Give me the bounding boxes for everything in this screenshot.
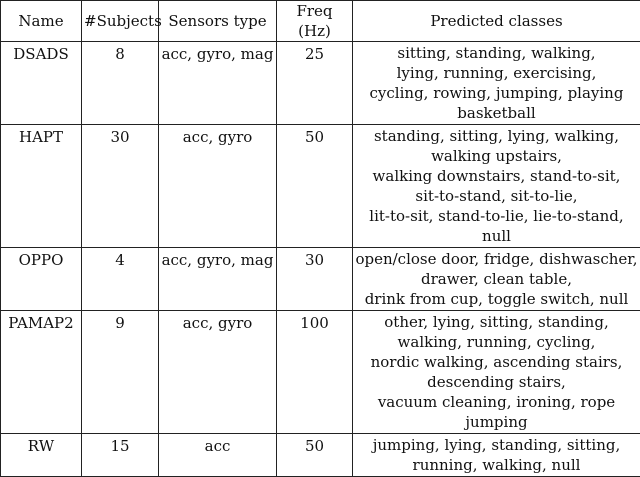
dataset-name: HAPT bbox=[1, 125, 82, 248]
header-predicted-classes: Predicted classes bbox=[353, 1, 640, 42]
predicted-classes bbox=[353, 248, 640, 311]
class-line: sitting, standing, walking, bbox=[355, 43, 638, 63]
class-line: standing, sitting, lying, walking, bbox=[355, 126, 638, 146]
dataset-name: PAMAP2 bbox=[1, 311, 82, 434]
table-row bbox=[1, 311, 640, 434]
class-line: jumping, lying, standing, sitting, bbox=[355, 435, 638, 455]
class-line: walking, running, cycling, bbox=[355, 332, 638, 352]
class-line: sit-to-stand, sit-to-lie, bbox=[355, 186, 638, 206]
header-name: Name bbox=[1, 1, 82, 42]
header-row bbox=[1, 1, 640, 42]
table-row bbox=[1, 248, 640, 311]
header-sensors-type: Sensors type bbox=[159, 1, 277, 42]
class-line: walking downstairs, stand-to-sit, bbox=[355, 166, 638, 186]
predicted-classes bbox=[353, 125, 640, 248]
class-line: walking upstairs, bbox=[355, 146, 638, 166]
class-line: jumping bbox=[355, 412, 638, 432]
subjects-count: 9 bbox=[82, 311, 159, 434]
dataset-name: RW bbox=[1, 434, 82, 477]
table-row bbox=[1, 434, 640, 477]
frequency: 100 bbox=[277, 311, 353, 434]
frequency: 30 bbox=[277, 248, 353, 311]
class-line: nordic walking, ascending stairs, bbox=[355, 352, 638, 372]
frequency: 50 bbox=[277, 125, 353, 248]
sensors-type: acc bbox=[159, 434, 277, 477]
dataset-name: OPPO bbox=[1, 248, 82, 311]
predicted-classes bbox=[353, 434, 640, 477]
predicted-classes bbox=[353, 311, 640, 434]
class-line: drink from cup, toggle switch, null bbox=[355, 289, 638, 309]
class-line: null bbox=[355, 226, 638, 246]
predicted-classes bbox=[353, 42, 640, 125]
sensors-type: acc, gyro, mag bbox=[159, 42, 277, 125]
class-line: cycling, rowing, jumping, playing bbox=[355, 83, 638, 103]
table-row bbox=[1, 125, 640, 248]
dataset-name: DSADS bbox=[1, 42, 82, 125]
header-subjects: #Subjects bbox=[82, 1, 159, 42]
table-row bbox=[1, 42, 640, 125]
class-line: running, walking, null bbox=[355, 455, 638, 475]
class-line: drawer, clean table, bbox=[355, 269, 638, 289]
class-line: descending stairs, bbox=[355, 372, 638, 392]
class-line: vacuum cleaning, ironing, rope bbox=[355, 392, 638, 412]
frequency: 50 bbox=[277, 434, 353, 477]
class-line: basketball bbox=[355, 103, 638, 123]
subjects-count: 4 bbox=[82, 248, 159, 311]
class-line: lit-to-sit, stand-to-lie, lie-to-stand, bbox=[355, 206, 638, 226]
subjects-count: 30 bbox=[82, 125, 159, 248]
class-line: other, lying, sitting, standing, bbox=[355, 312, 638, 332]
header-freq: Freq (Hz) bbox=[277, 1, 353, 42]
class-line: lying, running, exercising, bbox=[355, 63, 638, 83]
subjects-count: 15 bbox=[82, 434, 159, 477]
subjects-count: 8 bbox=[82, 42, 159, 125]
sensors-type: acc, gyro bbox=[159, 125, 277, 248]
frequency: 25 bbox=[277, 42, 353, 125]
class-line: open/close door, fridge, dishwascher, bbox=[355, 249, 638, 269]
sensors-type: acc, gyro bbox=[159, 311, 277, 434]
sensors-type: acc, gyro, mag bbox=[159, 248, 277, 311]
